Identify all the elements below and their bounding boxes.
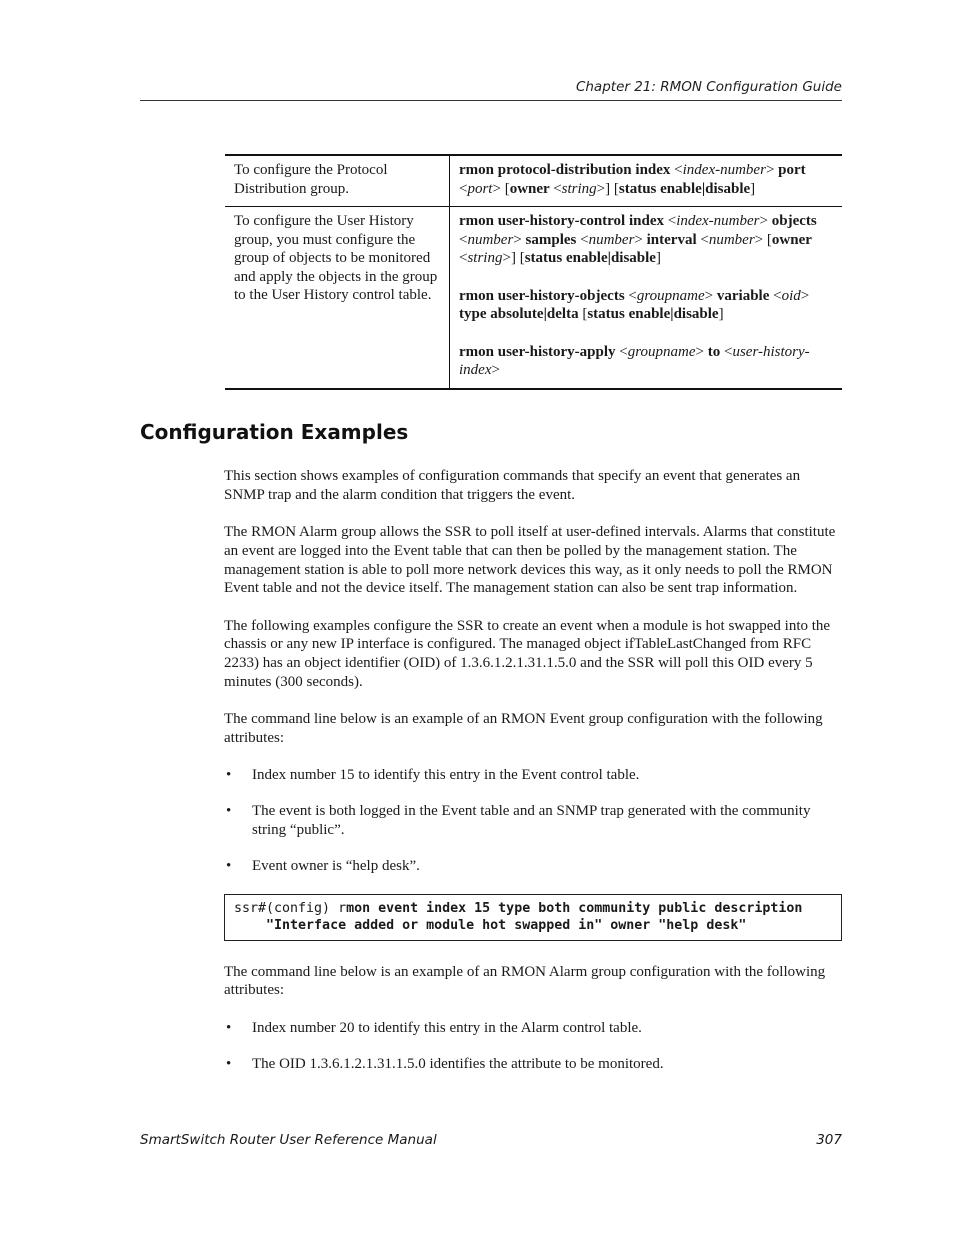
bullet-icon: • — [226, 1019, 232, 1036]
command-cell — [450, 207, 843, 389]
header-rule — [140, 100, 842, 101]
list-item: • Index number 20 to identify this entry in the Alarm control table. — [226, 1019, 642, 1036]
paragraph: This section shows examples of configuration commands that specify an event that generates an SNMP trap and the alarm condition that triggers the event. — [224, 468, 801, 503]
running-head: Chapter 21: RMON Configuration Guide — [575, 79, 842, 95]
section-title: Configuration Examples — [140, 420, 409, 444]
paragraph: The following examples configure the SSR to create an event when a module is hot swapped into the chassis or any new IP interface is configured. The managed object ifTableLastChanged from RFC 2233) has an object identifier (OID) of 1.3.6.1.2.1.31.1.5.0 and the SSR will poll this OID every 5 minutes (300 seconds). — [224, 617, 831, 690]
code-prompt: ssr#(config) r — [234, 900, 347, 916]
footer-title: SmartSwitch Router User Reference Manual — [140, 1132, 437, 1148]
task-cell: To configure the Protocol Distribution group. — [225, 155, 450, 207]
section-body — [224, 467, 842, 1091]
table-row — [225, 155, 842, 207]
command-syntax: rmon user-history-control index <index-number> objects <number> samples <number> interval <number> [owner <string>] [status enable|disable] — [459, 213, 817, 266]
bullet-icon: • — [226, 803, 232, 820]
bullet-icon: • — [226, 858, 232, 875]
command-table — [225, 154, 842, 390]
code-line: mon event index 15 type both community public description — [346, 900, 803, 916]
page-number: 307 — [816, 1132, 842, 1148]
task-cell: To configure the User History group, you must configure the group of objects to be monitored and apply the objects in the group to the User History control table. — [225, 207, 450, 389]
list-item: • Event owner is “help desk”. — [226, 858, 420, 875]
command-cell — [450, 155, 843, 207]
bullet-icon: • — [226, 767, 232, 784]
table-row — [225, 207, 842, 389]
paragraph: The command line below is an example of an RMON Alarm group configuration with the following attributes: — [224, 963, 826, 999]
event-attribute-list — [224, 766, 842, 876]
alarm-attribute-list — [224, 1019, 842, 1074]
command-syntax: rmon protocol-distribution index <index-number> port <port> [owner <string>] [status enable|disable] — [459, 162, 806, 197]
command-syntax: rmon user-history-objects <groupname> variable <oid> type absolute|delta [status enable|disable] — [459, 287, 810, 322]
bullet-icon: • — [226, 1055, 232, 1072]
paragraph: The command line below is an example of an RMON Event group configuration with the following attributes: — [224, 711, 823, 746]
code-line: "Interface added or module hot swapped in" owner "help desk" — [234, 917, 747, 933]
list-item: • Index number 15 to identify this entry in the Event control table. — [226, 767, 640, 784]
list-item: • The OID 1.3.6.1.2.1.31.1.5.0 identifies the attribute to be monitored. — [226, 1055, 664, 1072]
paragraph: The RMON Alarm group allows the SSR to poll itself at user-defined intervals. Alarms that constitute an event are logged into the Event table that can then be polled by the management station. The management station is able to poll more network devices this way, as it only needs to poll the RMON Event table and not the device itself. The management station can also be sent trap information. — [224, 524, 836, 597]
list-item: • The event is both logged in the Event table and an SNMP trap generated with the community string “public”. — [226, 803, 811, 839]
command-syntax: rmon user-history-apply <groupname> to <user-history-index> — [459, 343, 810, 378]
event-command-example — [224, 894, 842, 941]
